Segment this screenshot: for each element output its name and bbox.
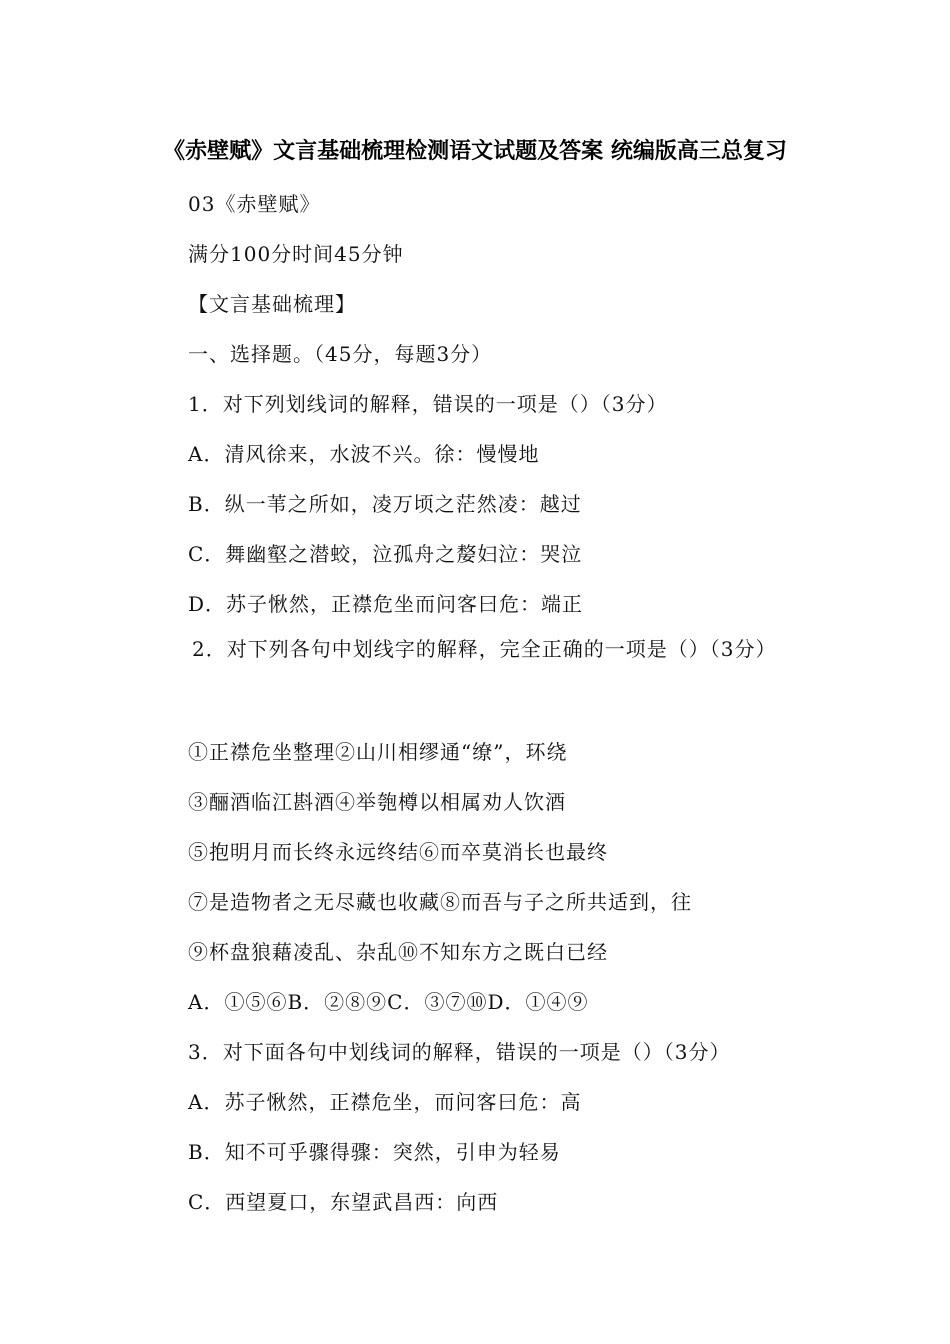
q1-option-a: A．清风徐来，水波不兴。徐：慢慢地	[188, 442, 540, 466]
q2-item-5-6: ⑤抱明月而长终永远终结⑥而卒莫消长也最终	[188, 840, 608, 864]
question-2: 2．对下列各句中划线字的解释，完全正确的一项是（）（3分）	[192, 637, 777, 661]
q2-item-7-8: ⑦是造物者之无尽藏也收藏⑧而吾与子之所共适到，往	[188, 890, 692, 914]
q1-option-d: D．苏子愀然，正襟危坐而问客曰危：端正	[188, 592, 584, 616]
q2-item-9-10: ⑨杯盘狼藉凌乱、杂乱⑩不知东方之既白已经	[188, 940, 608, 964]
question-1: 1．对下列划线词的解释，错误的一项是（）（3分）	[188, 392, 668, 416]
document-title: 《赤壁赋》文言基础梳理检测语文试题及答案 统编版高三总复习	[163, 139, 787, 164]
score-time-info: 满分100分时间45分钟	[188, 242, 404, 266]
q1-option-c: C．舞幽壑之潜蛟，泣孤舟之嫠妇泣：哭泣	[188, 542, 583, 566]
q3-option-c: C．西望夏口，东望武昌西：向西	[188, 1190, 499, 1214]
q2-options: A．①⑤⑥B．②⑧⑨C．③⑦⑩D．①④⑨	[188, 990, 589, 1014]
q1-option-b: B．纵一苇之所如，凌万顷之茫然凌：越过	[188, 492, 582, 516]
q2-item-3-4: ③酾酒临江斟酒④举匏樽以相属劝人饮酒	[188, 790, 566, 814]
q3-option-a: A．苏子愀然，正襟危坐，而问客曰危：高	[188, 1090, 582, 1114]
part-heading: 一、选择题。（45分，每题3分）	[188, 342, 493, 366]
section-heading: 【文言基础梳理】	[188, 292, 356, 316]
chapter-heading: 03《赤壁赋》	[188, 192, 321, 216]
q3-option-b: B．知不可乎骤得骤：突然，引申为轻易	[188, 1140, 561, 1164]
q2-item-1-2: ①正襟危坐整理②山川相缪通“缭”，环绕	[188, 740, 568, 764]
question-3: 3．对下面各句中划线词的解释，错误的一项是（）（3分）	[188, 1040, 731, 1064]
